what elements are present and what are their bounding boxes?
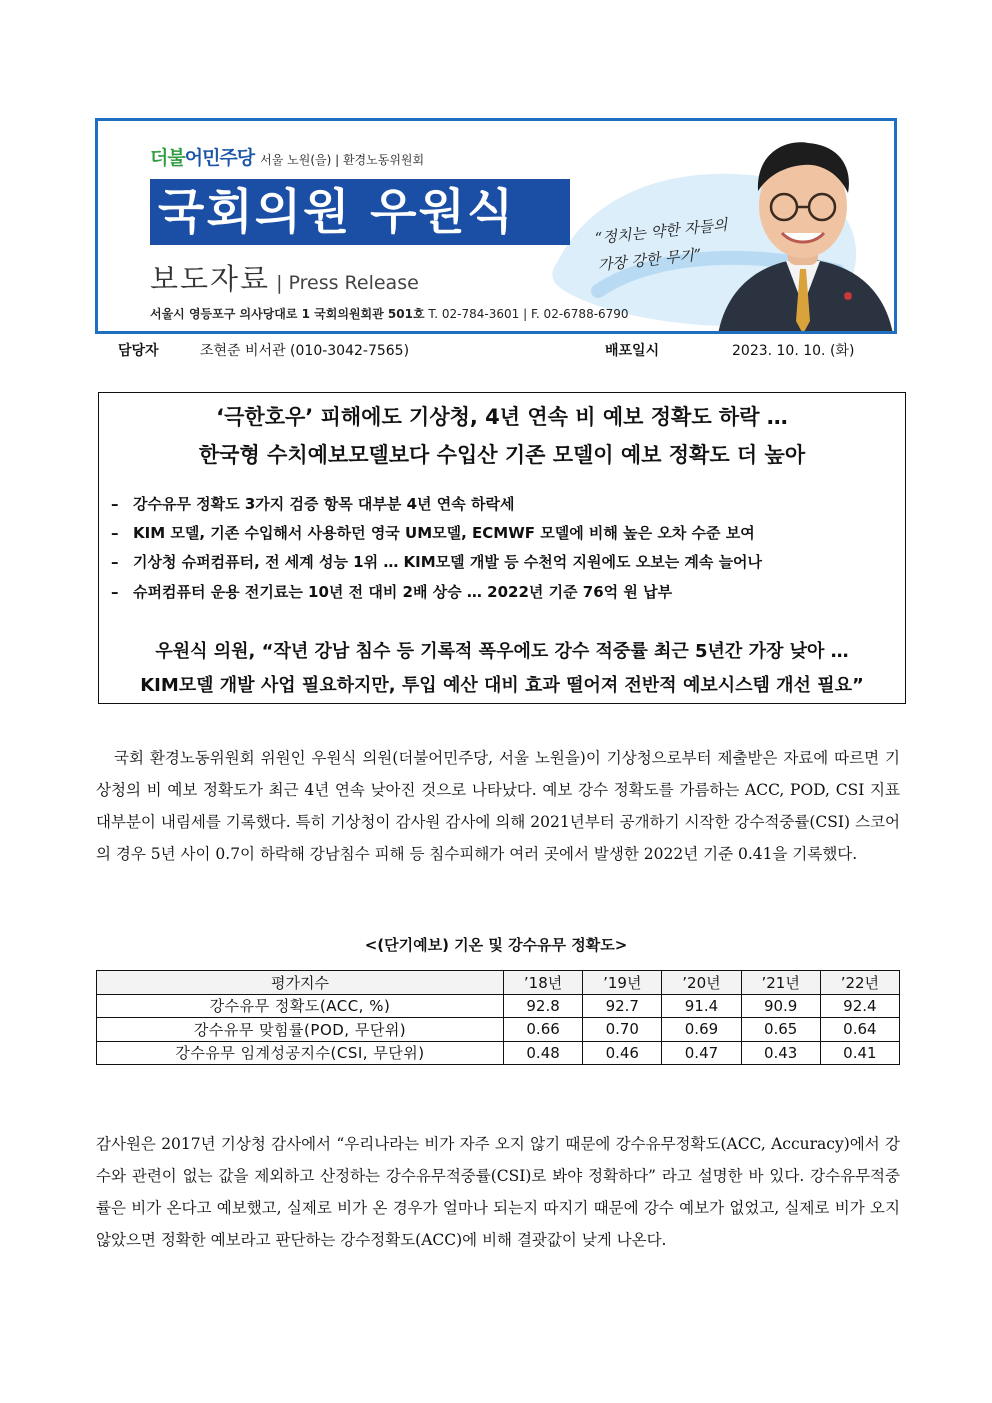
table-header-cell: ’19년 — [583, 971, 662, 995]
table-cell: 강수유무 임계성공지수(CSI, 무단위) — [97, 1041, 504, 1065]
summary-bullet — [111, 551, 762, 572]
table-header-cell: ’21년 — [741, 971, 820, 995]
bullet-text: 슈퍼컴퓨터 운용 전기료는 10년 전 대비 2배 상승 … 2022년 기준 76억 원 납부 — [133, 583, 673, 601]
table-header-cell: 평가지수 — [97, 971, 504, 995]
bullet-text: 강수유무 정확도 3가지 검증 항목 대부분 4년 연속 하락세 — [133, 495, 515, 513]
table-header-cell: ’22년 — [820, 971, 899, 995]
table-cell: 0.65 — [741, 1018, 820, 1042]
bullet-text: KIM 모델, 기존 수입해서 사용하던 영국 UM모델, ECMWF 모델에 비해 높은 오차 수준 보여 — [133, 524, 755, 542]
office-address — [150, 305, 629, 322]
manager-value: 조현준 비서관 (010-3042-7565) — [200, 343, 410, 359]
slogan-line-2: 가장 강한 무기” — [596, 245, 703, 275]
table-cell: 92.8 — [504, 994, 583, 1018]
table-cell: 91.4 — [662, 994, 741, 1018]
body-paragraph-1: 국회 환경노동위원회 위원인 우원식 의원(더불어민주당, 서울 노원을)이 기상청으로부터 제출받은 자료에 따르면 기상청의 비 예보 정확도가 최근 4년 연속 낮아진 것으로 나타났다. 예보 강수 정확도를 가름하는 ACC, POD, CSI 지표 대부분이 내림세를 기록했다. 특히 기상청이 감사원 감사에 의해 2021년부터 공개하기 시작한 강수적중률(CSI) 스코어의 경우 5년 사이 0.7이 하락해 강남침수 피해 등 침수피해가 여러 곳에서 발생한 2022년 기준 0.41을 기록했다. — [96, 749, 900, 863]
table-cell: 0.43 — [741, 1041, 820, 1065]
bullet-dash: – — [111, 495, 119, 513]
table-cell: 92.7 — [583, 994, 662, 1018]
headline-title-2: 한국형 수치예보모델보다 수입산 기존 모델이 예보 정확도 더 높아 — [198, 443, 806, 467]
table-cell: 0.69 — [662, 1018, 741, 1042]
address-text: 서울시 영등포구 의사당대로 1 국회의원회관 501호 — [150, 307, 425, 321]
table-row — [97, 994, 900, 1018]
summary-bullet — [111, 581, 672, 602]
member-quote-line-2: KIM모델 개발 사업 필요하지만, 투입 예산 대비 효과 떨어져 전반적 예보시스템 개선 필요” — [140, 675, 864, 696]
table-row — [97, 1018, 900, 1042]
table-cell: 강수유무 맞힘률(POD, 무단위) — [97, 1018, 504, 1042]
headline-box — [98, 392, 906, 704]
manager-label: 담당자 — [118, 343, 159, 359]
table-cell: 0.64 — [820, 1018, 899, 1042]
table-cell: 강수유무 정확도(ACC, %) — [97, 994, 504, 1018]
table-header-cell: ’18년 — [504, 971, 583, 995]
table-cell: 0.48 — [504, 1041, 583, 1065]
table-cell: 0.47 — [662, 1041, 741, 1065]
table-cell: 0.66 — [504, 1018, 583, 1042]
bullet-dash: – — [111, 583, 119, 601]
press-banner — [95, 118, 897, 334]
member-name-title: 국회의원 우원식 — [150, 179, 570, 245]
press-release-label-ko: 보도자료 — [150, 262, 271, 296]
body-paragraph-2: 감사원은 2017년 기상청 감사에서 “우리나라는 비가 자주 오지 않기 때문에 강수유무정확도(ACC, Accuracy)에서 강수와 관련이 없는 값을 제외하고 산정하는 강수유무적중률(CSI)로 봐야 정확하다” 라고 설명한 바 있다. 강수유무적중률은 비가 온다고 예보했고, 실제로 비가 온 경우가 얼마나 되는지 따지기 때문에 강수 예보가 없었고, 실제로 비가 오지 않았으면 정확한 예보라고 판단하는 강수정확도(ACC)에 비해 결괏값이 낮게 나온다. — [96, 1135, 900, 1249]
member-portrait-photo — [708, 121, 897, 334]
summary-bullet — [111, 493, 514, 514]
table-cell: 90.9 — [741, 994, 820, 1018]
phone-fax-text: T. 02-784-3601 | F. 02-6788-6790 — [428, 307, 629, 321]
affiliation-text: 서울 노원(을) | 환경노동위원회 — [260, 153, 425, 167]
table-cell: 0.46 — [583, 1041, 662, 1065]
table-cell: 0.41 — [820, 1041, 899, 1065]
party-logo: 더불어민주당 — [150, 147, 255, 169]
summary-bullet — [111, 522, 755, 543]
date-label: 배포일시 — [605, 343, 660, 359]
slogan-line-1: “정치는 약한 자들의 — [594, 215, 729, 248]
accuracy-table — [96, 970, 900, 1065]
bullet-dash: – — [111, 524, 119, 542]
table-row — [97, 1041, 900, 1065]
table-header-row — [97, 971, 900, 995]
bullet-text: 기상청 슈퍼컴퓨터, 전 세계 성능 1위 … KIM모델 개발 등 수천억 지원에도 오보는 계속 늘어나 — [133, 553, 763, 571]
date-value: 2023. 10. 10. (화) — [732, 343, 855, 359]
table-header-cell: ’20년 — [662, 971, 741, 995]
table-cell: 0.70 — [583, 1018, 662, 1042]
table-caption: <(단기예보) 기온 및 강수유무 정확도> — [364, 936, 628, 954]
press-release-label-en: | Press Release — [276, 272, 419, 294]
headline-title-1: ‘극한호우’ 피해에도 기상청, 4년 연속 비 예보 정확도 하락 … — [216, 405, 788, 429]
bullet-dash: – — [111, 553, 119, 571]
table-cell: 92.4 — [820, 994, 899, 1018]
member-quote-line-1: 우원식 의원, “작년 강남 침수 등 기록적 폭우에도 강수 적중률 최근 5년간 가장 낮아 … — [155, 641, 849, 662]
